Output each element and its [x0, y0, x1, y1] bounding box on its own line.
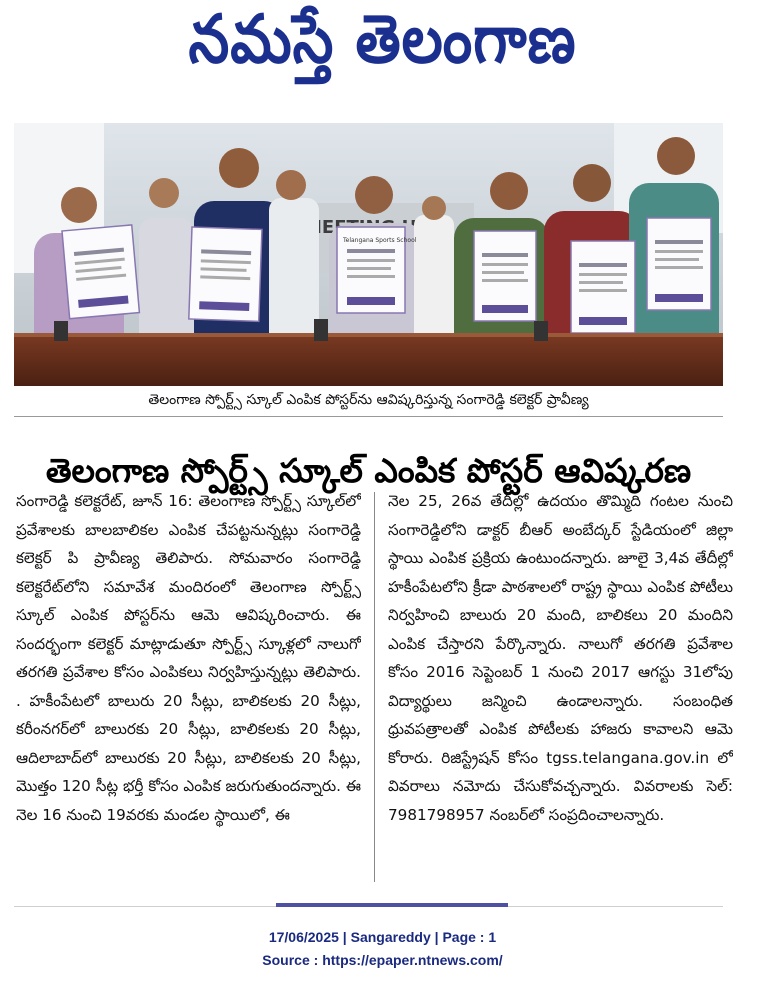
source-link[interactable]: Source : https://epaper.ntnews.com/	[262, 952, 503, 968]
footer-accent-bar	[276, 903, 508, 907]
headline: తెలంగాణ స్పోర్ట్స్ స్కూల్ ఎంపిక పోస్టర్ ఆవిష్కరణ	[45, 450, 692, 490]
news-photo	[14, 123, 723, 386]
newspaper-logo: నమస్తే తెలంగాణ	[188, 0, 577, 78]
edition-info: 17/06/2025 | Sangareddy | Page : 1	[268, 929, 497, 945]
column-divider	[374, 492, 375, 882]
masthead	[0, 0, 765, 95]
svg-text:Telangana Sports School: Telangana Sports School	[343, 237, 417, 244]
article-column-left: సంగారెడ్డి కలెక్టరేట్, జూన్ 16: తెలంగాణ స్పోర్ట్స్ స్కూల్‌లో ప్రవేశాలకు బాలబాలికల ఎంపిక చేపట్టనున్నట్లు సంగారెడ్డి కలెక్టర్ పి ప్రావీణ్య తెలిపారు. సోమవారం సంగారెడ్డి కలెక్టరేట్‌లోని సమావేశ మందిరంలో తెలంగాణ స్పోర్ట్స్ స్కూల్ ఎంపిక పోస్టర్‌ను ఆమె ఆవిష్కరించారు. ఈ సందర్భంగా కలెక్టర్ మాట్లాడుతూ స్పోర్ట్స్ స్కూళ్లలో నాలుగో తరగతి ప్రవేశాల కోసం ఎంపికలు నిర్వహిస్తున్నట్లు తెలిపారు. . హకీంపేటలో బాలురు 20 సీట్లు, బాలికలకు 20 సీట్లు, కరీంనగర్‌లో బాలురకు 20 సీట్లు, బాలికలకు 20 సీట్లు, ఆదిలాబాద్‌లో బాలురకు 20 సీట్లు, బాలికలకు 20 సీట్లు, మొత్తం 120 సీట్ల భర్తీ కోసం ఎంపిక జరుగుతుందన్నారు. ఈ నెల 16 నుంచి 19వరకు మండల స్థాయిలో, ఈ	[16, 492, 361, 824]
photo-caption: తెలంగాణ స్పోర్ట్స్ స్కూల్ ఎంపిక పోస్టర్‌ను ఆవిష్కరిస్తున్న సంగారెడ్డి కలెక్టర్ ప్రావీణ్య	[148, 391, 589, 408]
caption-divider	[14, 416, 723, 417]
article-column-right: నెల 25, 26వ తేదీల్లో ఉదయం తొమ్మిది గంటల నుంచి సంగారెడ్డిలోని డాక్టర్ బీఆర్ అంబేద్కర్ స్టేడియంలో జిల్లా స్థాయి ఎంపిక ప్రక్రియ ఉంటుందన్నారు. జూలై 3,4వ తేదీల్లో హకీంపేటలోని క్రీడా పాఠశాలలో రాష్ట్ర స్థాయి ఎంపిక పోటీలు నిర్వహించి బాలురు 20 మంది, బాలికలు 20 మందిని ఎంపిక చేస్తారని పేర్కొన్నారు. నాలుగో తరగతి ప్రవేశాల కోసం 2016 సెప్టెంబర్ 1 నుంచి 2017 ఆగస్టు 31లోపు విద్యార్థులు జన్మించి ఉండాలన్నారు. సంబంధిత ధ్రువపత్రాలతో ఎంపిక పోటీలకు హాజరు కావాలని ఆమె కోరారు. రిజిస్ట్రేషన్ కోసం tgss.telangana.gov.in లో వివరాలు నమోదు చేసుకోవచ్చన్నారు. వివరాలకు సెల్: 7981798957 నంబర్‌లో సంప్రదించాలన్నారు.	[388, 492, 733, 824]
